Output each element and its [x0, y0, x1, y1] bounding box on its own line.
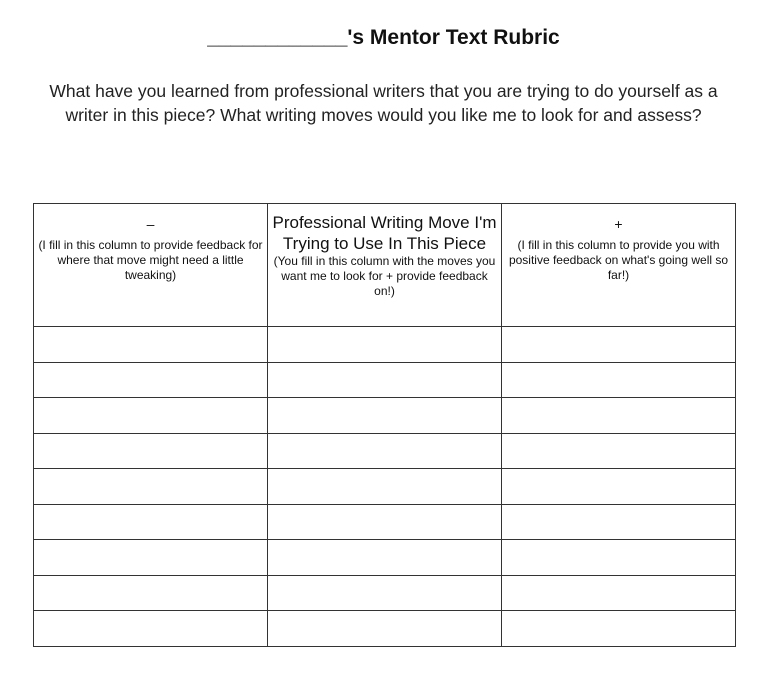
move-cell[interactable]	[268, 575, 502, 611]
minus-cell[interactable]	[34, 469, 268, 505]
move-note: (You fill in this column with the moves you want me to look for + provide feedback on!)	[273, 254, 496, 298]
minus-cell[interactable]	[34, 362, 268, 398]
rubric-table	[33, 203, 736, 647]
plus-cell[interactable]	[502, 327, 736, 363]
move-cell[interactable]	[268, 540, 502, 576]
table-row	[34, 540, 736, 576]
table-row	[34, 469, 736, 505]
minus-symbol: –	[146, 216, 155, 232]
plus-cell[interactable]	[502, 398, 736, 434]
plus-cell[interactable]	[502, 575, 736, 611]
header-minus	[34, 204, 268, 327]
plus-cell[interactable]	[502, 433, 736, 469]
plus-cell[interactable]	[502, 362, 736, 398]
instructions: What have you learned from professional writers that you are trying to do yourself as a writer in this piece? What writing moves would you like me to look for and assess?	[49, 81, 718, 125]
plus-cell[interactable]	[502, 611, 736, 647]
table-row	[34, 504, 736, 540]
plus-cell[interactable]	[502, 469, 736, 505]
plus-note: (I fill in this column to provide you with positive feedback on what's going well so far!)	[508, 238, 729, 282]
move-cell[interactable]	[268, 362, 502, 398]
move-cell[interactable]	[268, 327, 502, 363]
page-title: ____________'s Mentor Text Rubric	[207, 26, 560, 49]
plus-cell[interactable]	[502, 540, 736, 576]
table-row	[34, 398, 736, 434]
move-cell[interactable]	[268, 433, 502, 469]
move-cell[interactable]	[268, 398, 502, 434]
table-row	[34, 433, 736, 469]
table-row	[34, 575, 736, 611]
table-row	[34, 611, 736, 647]
header-row	[34, 204, 736, 327]
header-plus	[502, 204, 736, 327]
move-cell[interactable]	[268, 504, 502, 540]
minus-cell[interactable]	[34, 433, 268, 469]
minus-cell[interactable]	[34, 327, 268, 363]
minus-cell[interactable]	[34, 504, 268, 540]
minus-cell[interactable]	[34, 398, 268, 434]
minus-cell[interactable]	[34, 611, 268, 647]
move-heading: Professional Writing Move I'm Trying to Use In This Piece	[272, 213, 497, 253]
move-cell[interactable]	[268, 611, 502, 647]
header-move	[268, 204, 502, 327]
table-row	[34, 362, 736, 398]
minus-note: (I fill in this column to provide feedback for where that move might need a little tweaking)	[38, 238, 263, 282]
minus-cell[interactable]	[34, 540, 268, 576]
plus-symbol: +	[614, 216, 623, 232]
minus-cell[interactable]	[34, 575, 268, 611]
table-row	[34, 327, 736, 363]
move-cell[interactable]	[268, 469, 502, 505]
plus-cell[interactable]	[502, 504, 736, 540]
